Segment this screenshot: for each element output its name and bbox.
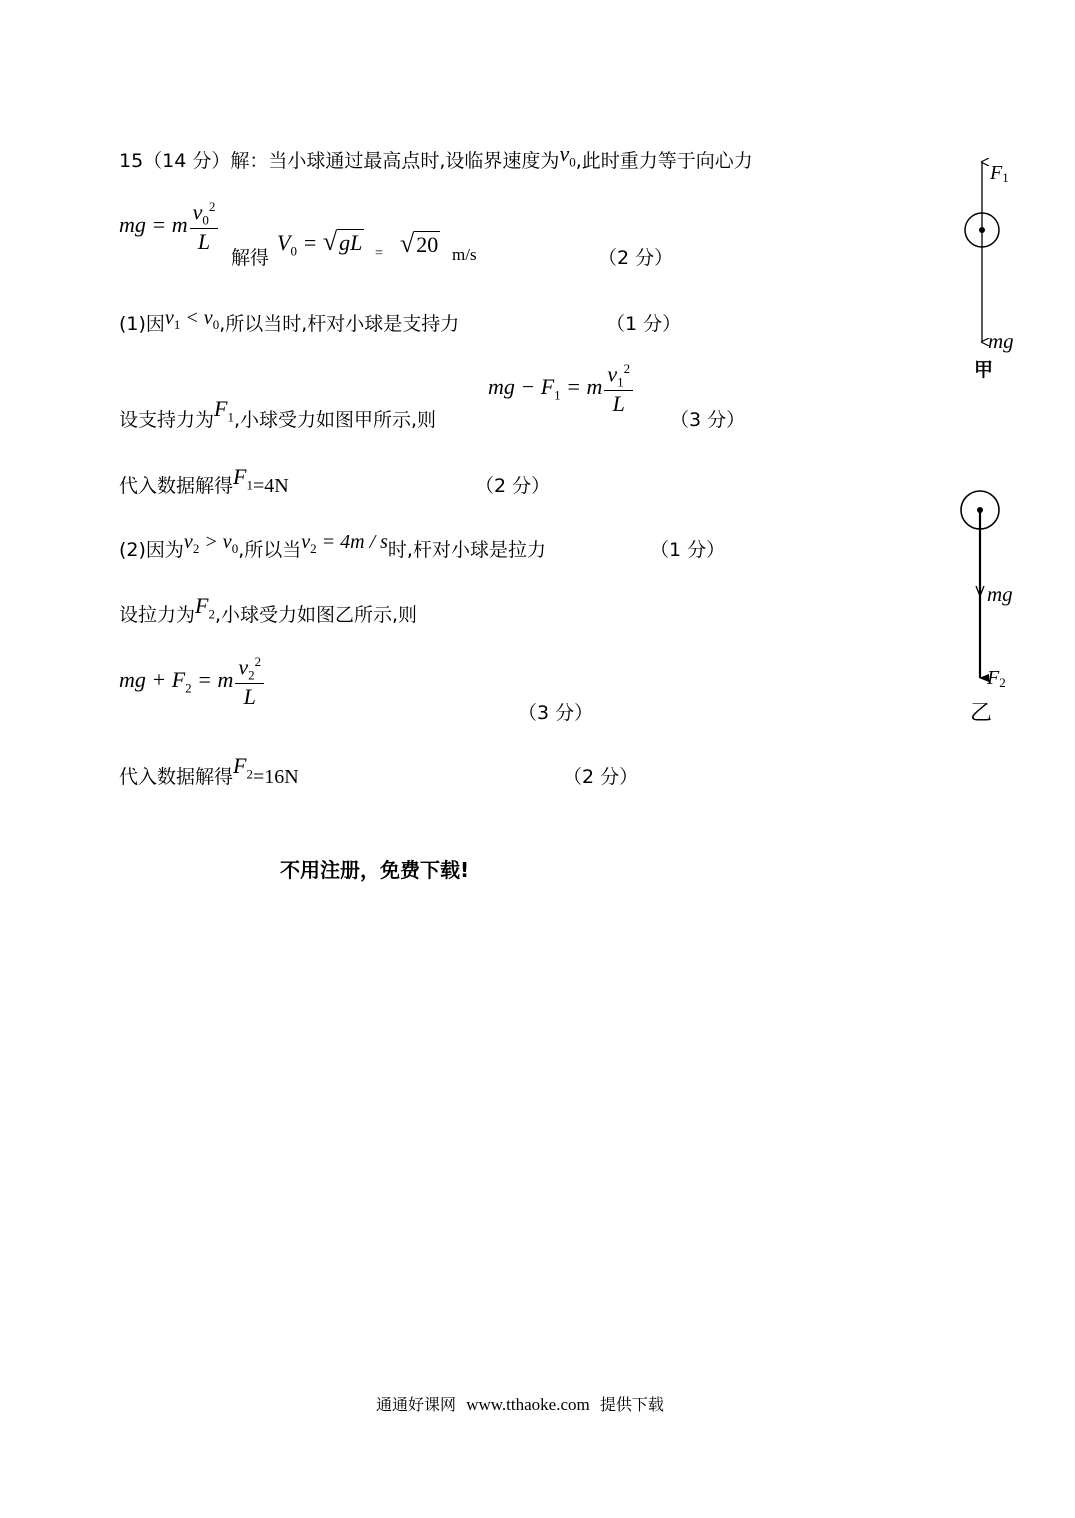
footer — [376, 1392, 664, 1415]
result1-prefix: 代入数据解得 — [119, 475, 234, 497]
score-3a: （3 分） — [670, 409, 746, 431]
part2-line: (2)因为$v_2 > v_0$,所以当$v_2 = 4m / s$时,杆对小球是拉力 — [119, 531, 546, 561]
result2-prefix: 代入数据解得 — [119, 766, 234, 788]
part2-prefix: (2)因为 — [119, 539, 184, 561]
label-mg-jia: mg — [988, 329, 1014, 353]
score-1a: （1 分） — [606, 313, 682, 335]
score-3b: （3 分） — [518, 702, 594, 724]
equation-support: mg − $F_1 = m$ $\frac{v_1^2}{L}$ — [488, 362, 635, 417]
intro-line — [119, 141, 753, 176]
footer-suffix: 提供下载 — [599, 1395, 664, 1414]
intro-prefix: 15（14 分）解：当小球通过最高点时,设临界速度为 — [119, 150, 560, 172]
fraction-v0sq-over-L: $\frac{v_0^2}{L}$ — [190, 200, 219, 255]
part1-prefix: (1)因 — [119, 313, 165, 335]
promo-text: 不用注册，免费下载! — [280, 858, 470, 882]
part1-suffix: ,所以当时,杆对小球是支持力 — [219, 313, 460, 335]
result1-value: =4N — [252, 475, 289, 497]
score-2a: （2 分） — [598, 247, 674, 269]
tension-line: 设拉力为$F_2$,小球受力如图乙所示,则 — [119, 593, 418, 626]
label-yi: 乙 — [970, 701, 993, 726]
part2-suffix: 时,杆对小球是拉力 — [387, 539, 546, 561]
score-1b: （1 分） — [650, 539, 726, 561]
tension-suffix: ,小球受力如图乙所示,则 — [214, 604, 418, 626]
footer-site-name: 通通好课网 — [376, 1395, 457, 1414]
equation-critical: mg = m $\frac{v_0^2}{L}$ — [119, 200, 220, 255]
diagram-jia — [950, 150, 1050, 390]
result1-line: 代入数据解得$F_1=4N$ — [119, 464, 289, 497]
sqrt-20: √20 — [400, 229, 439, 258]
score-2c: （2 分） — [563, 766, 639, 788]
intro-suffix: ,此时重力等于向心力 — [575, 150, 753, 172]
score-2b: （2 分） — [475, 475, 551, 497]
equation-v0: $V_0 = √gL$ — [277, 227, 363, 259]
support-line: 设支持力为$F_1$,小球受力如图甲所示,则 — [119, 396, 437, 431]
equation-tension: mg + $F_2 = m$ $\frac{v_2^2}{L}$ — [119, 655, 266, 710]
footer-url: www.tthaoke.com — [466, 1395, 590, 1414]
unit-ms: m/s — [452, 245, 477, 264]
label-f1: F1 — [990, 162, 1009, 185]
v0-symbol: $v_0$ — [559, 141, 576, 170]
part1-line: (1)因$v_1 < v_0$,所以当时,杆对小球是支持力 — [119, 307, 460, 335]
result2-value: =16N — [252, 766, 299, 788]
solve-text: 解得 — [231, 247, 270, 269]
label-f2: F2 — [987, 667, 1006, 690]
support-suffix: ,小球受力如图甲所示,则 — [233, 409, 437, 431]
support-prefix: 设支持力为 — [119, 409, 215, 431]
result2-line: 代入数据解得$F_2=16N$ — [119, 753, 299, 788]
tension-prefix: 设拉力为 — [119, 604, 196, 626]
label-mg-yi: mg — [987, 582, 1013, 606]
label-jia: 甲 — [974, 359, 994, 381]
part2-mid: ,所以当 — [238, 539, 302, 561]
diagram-yi — [945, 480, 1055, 730]
